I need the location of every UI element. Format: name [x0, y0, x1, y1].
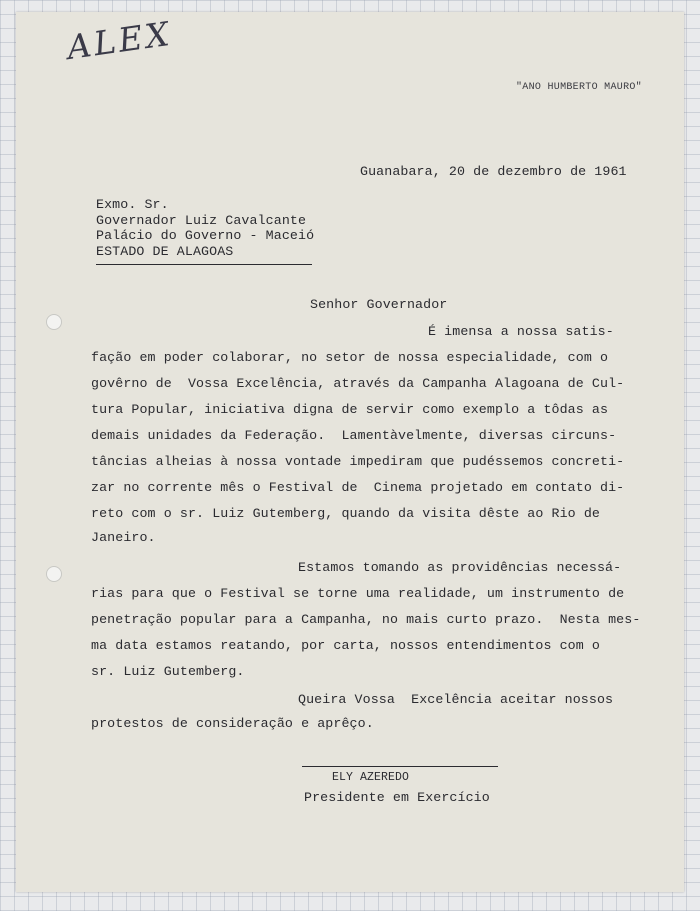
paragraph-1-line-5: demais unidades da Federação. Lamentàvelmente, diversas circuns-	[91, 428, 617, 443]
paragraph-2-line-2: rias para que o Festival se torne uma realidade, um instrumento de	[91, 586, 625, 601]
paragraph-1-line-6: tâncias alheias à nossa vontade impediram que pudéssemos concreti-	[91, 454, 625, 469]
signature-name: ELY AZEREDO	[332, 771, 410, 784]
punch-hole-top	[46, 314, 62, 330]
paragraph-1-line-3: govêrno de Vossa Excelência, através da Campanha Alagoana de Cul-	[91, 376, 625, 391]
handwritten-note: ALEX	[64, 13, 175, 67]
punch-hole-bottom	[46, 566, 62, 582]
recipient-line-2: Governador Luiz Cavalcante	[96, 213, 307, 228]
salutation: Senhor Governador	[310, 297, 448, 312]
paragraph-1-line-8: reto com o sr. Luiz Gutemberg, quando da visita dêste ao Rio de	[91, 506, 601, 521]
letterhead-motto: "ANO HUMBERTO MAURO"	[515, 82, 642, 93]
paragraph-2-line-1: Estamos tomando as providências necessá-	[298, 560, 622, 575]
signature-title: Presidente em Exercício	[304, 790, 490, 805]
letter-sheet	[16, 12, 684, 892]
recipient-underline	[96, 264, 312, 265]
paragraph-2-line-5: sr. Luiz Gutemberg.	[91, 664, 245, 679]
paragraph-2-line-4: ma data estamos reatando, por carta, nossos entendimentos com o	[91, 638, 601, 653]
recipient-line-1: Exmo. Sr.	[96, 197, 169, 212]
recipient-line-4: ESTADO DE ALAGOAS	[96, 244, 234, 259]
paragraph-1-line-9: Janeiro.	[91, 530, 156, 545]
recipient-line-3: Palácio do Governo - Maceió	[96, 228, 315, 243]
paragraph-1-line-1: É imensa a nossa satis-	[428, 324, 614, 339]
paragraph-2-line-3: penetração popular para a Campanha, no mais curto prazo. Nesta mes-	[91, 612, 641, 627]
signature-line	[302, 766, 498, 767]
paragraph-3-line-1: Queira Vossa Excelência aceitar nossos	[298, 692, 614, 707]
paragraph-1-line-4: tura Popular, iniciativa digna de servir como exemplo a tôdas as	[91, 402, 609, 417]
place-date: Guanabara, 20 de dezembro de 1961	[360, 164, 627, 179]
paragraph-1-line-2: fação em poder colaborar, no setor de nossa especialidade, com o	[91, 350, 609, 365]
paragraph-3-line-2: protestos de consideração e aprêço.	[91, 716, 374, 731]
paragraph-1-line-7: zar no corrente mês o Festival de Cinema projetado em contato di-	[91, 480, 625, 495]
